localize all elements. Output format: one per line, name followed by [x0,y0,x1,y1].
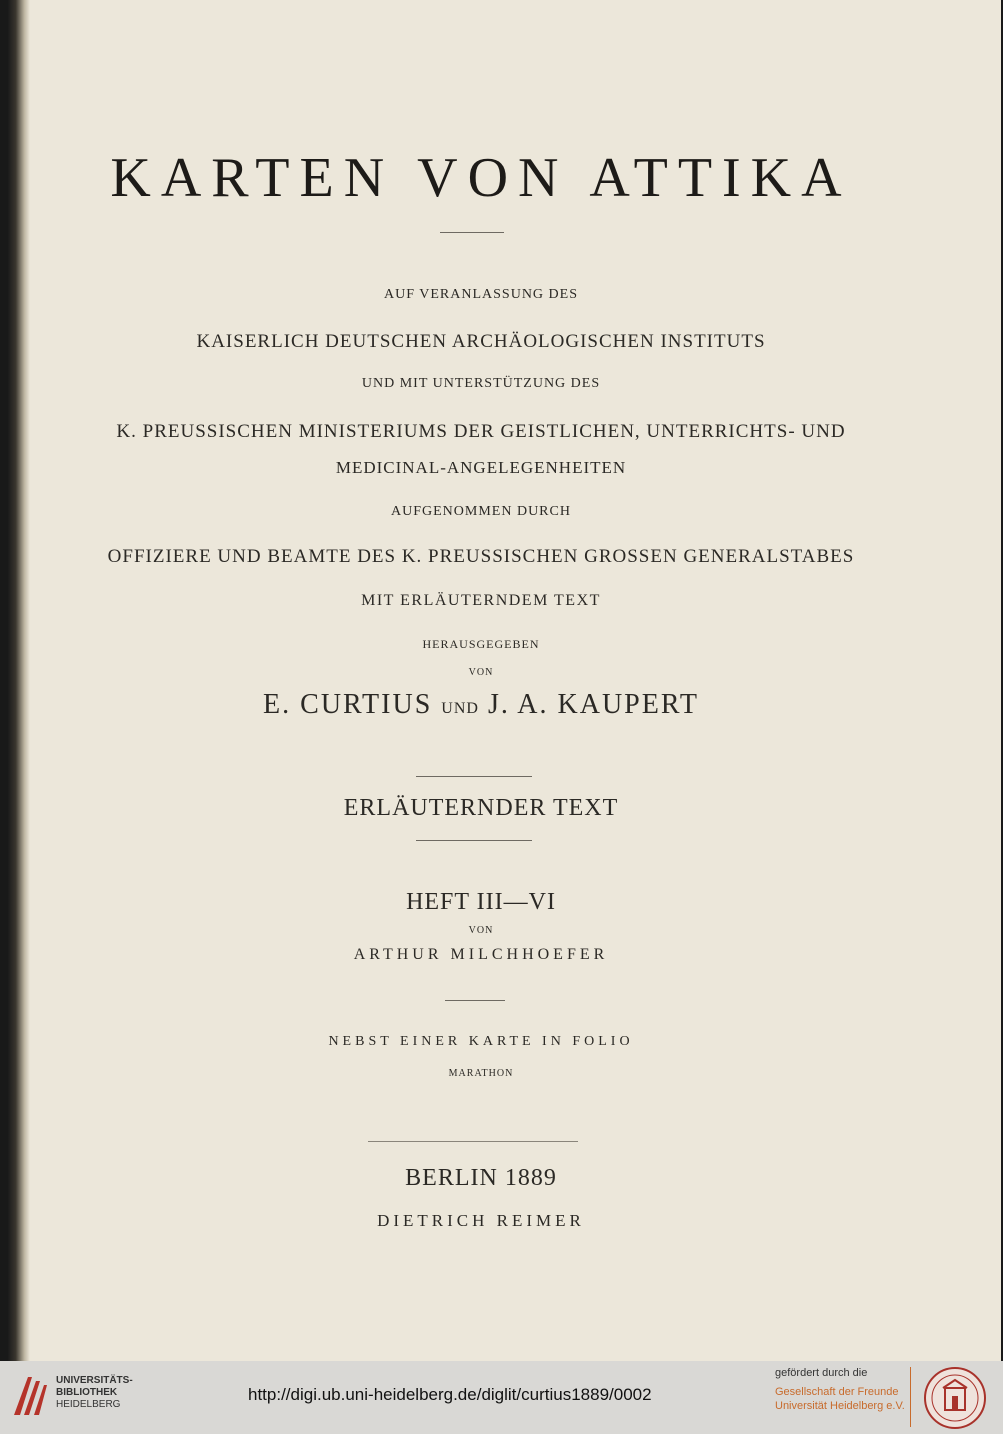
text-line-3: UND MIT UNTERSTÜTZUNG DES [361,376,601,391]
text-line-5: MEDICINAL-ANGELEGENHEITEN [335,458,627,477]
divider-rule [440,232,504,233]
text-line-9: HERAUSGEGEBEN [422,637,540,651]
von-line: VON [468,925,494,936]
divider-rule [416,776,532,777]
editors-line [8,689,954,721]
supplement-name: MARATHON [448,1068,514,1079]
permalink-url[interactable]: http://digi.ub.uni-heidelberg.de/diglit/curtius1889/0002 [248,1385,652,1404]
editors-und: UND [441,700,479,717]
viewer-footer [0,1361,1003,1434]
place-year: BERLIN 1889 [405,1165,557,1191]
footer-divider [910,1367,911,1427]
library-line-2: BIBLIOTHEK [56,1387,118,1398]
supplement-line: NEBST EINER KARTE IN FOLIO [328,1034,634,1049]
support-label: gefördert durch die [775,1367,868,1379]
library-line-1: UNIVERSITÄTS- [56,1375,133,1386]
text-line-4: K. PREUSSISCHEN MINISTERIUMS DER GEISTLICHEN, UNTERRICHTS- UND [116,421,846,442]
editor-kaupert: J. A. KAUPERT [487,689,699,720]
divider-wavy-rule [368,1141,578,1142]
editor-curtius: E. CURTIUS [263,689,433,720]
text-line-10: VON [468,667,494,678]
heft-line: HEFT III—VI [406,889,556,915]
text-line-7: OFFIZIERE UND BEAMTE DES K. PREUSSISCHEN GROSSEN GENERALSTABES [107,546,855,567]
text-line-1: AUF VERANLASSUNG DES [384,287,578,302]
book-title: KARTEN VON ATTIKA [110,147,852,209]
library-name [56,1375,133,1411]
text-line-8: MIT ERLÄUTERNDEM TEXT [361,592,601,609]
university-seal-icon [923,1366,987,1430]
text-line-6: AUFGENOMMEN DURCH [391,504,571,519]
subtitle: ERLÄUTERNDER TEXT [343,795,619,821]
university-library-logo-icon [10,1371,50,1421]
scanned-page [8,0,1001,1361]
library-line-3: HEIDELBERG [56,1399,121,1410]
society-line-1: Gesellschaft der Freunde [775,1386,899,1398]
author-line: ARTHUR MILCHHOEFER [353,946,609,963]
society-name [775,1385,905,1413]
divider-rule [416,840,532,841]
text-line-2: KAISERLICH DEUTSCHEN ARCHÄOLOGISCHEN INSTITUTS [196,331,766,352]
divider-rule [445,1000,505,1001]
publisher: DIETRICH REIMER [377,1211,585,1230]
society-line-2: Universität Heidelberg e.V. [775,1400,905,1412]
